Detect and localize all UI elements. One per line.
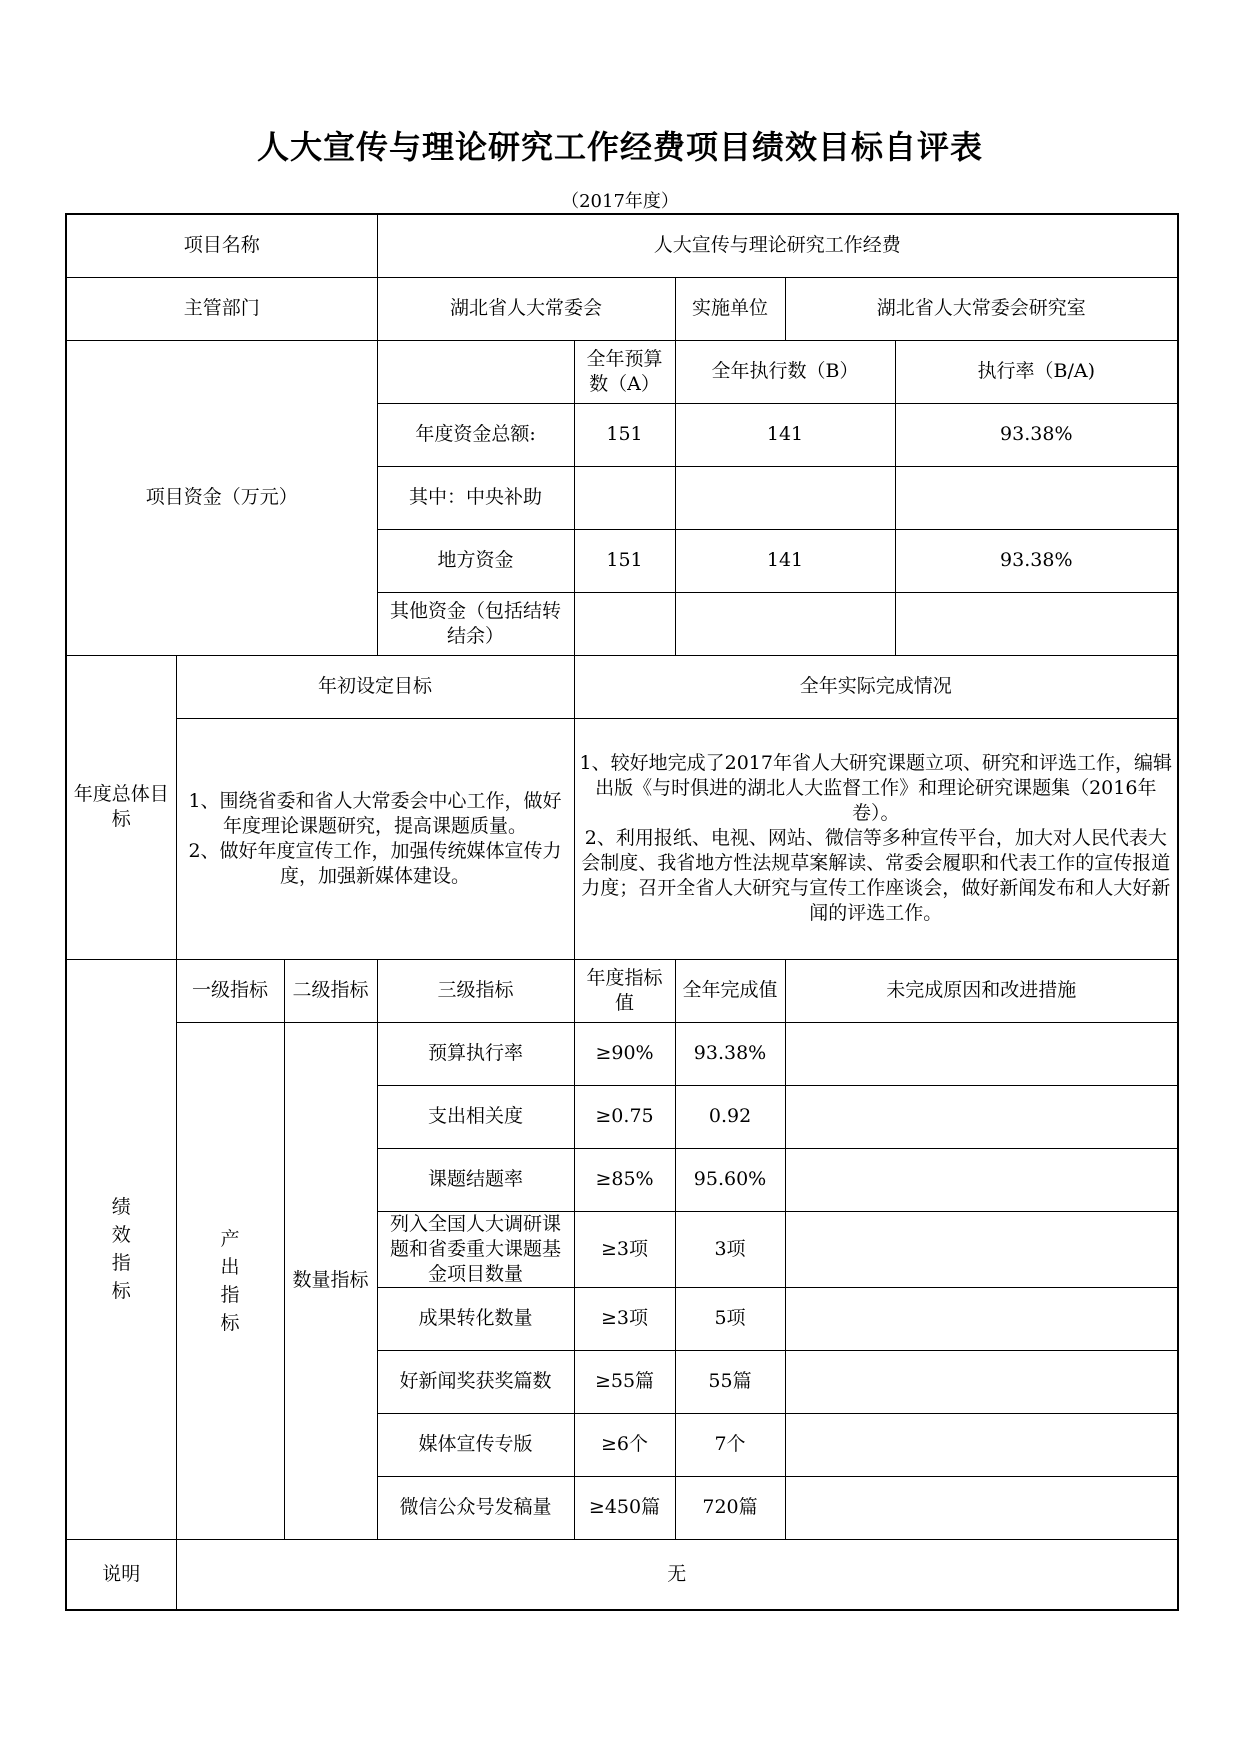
indicator-target: ≥6个 xyxy=(574,1413,675,1476)
indicator-target: ≥55篇 xyxy=(574,1350,675,1413)
indicators-label: 绩效指标 xyxy=(66,959,176,1539)
goals-label: 年度总体目标 xyxy=(66,655,176,959)
indicator-actual: 720篇 xyxy=(675,1476,785,1539)
funds-row-rate: 93.38% xyxy=(895,529,1178,592)
indicator-l2-value: 数量指标 xyxy=(284,1022,377,1539)
indicator-reason xyxy=(785,1148,1178,1211)
department-row xyxy=(66,277,1178,340)
indicator-actual: 7个 xyxy=(675,1413,785,1476)
col-actual: 全年完成值 xyxy=(675,959,785,1022)
col-budget: 全年预算数（A） xyxy=(574,340,675,403)
goals-actual-header: 全年实际完成情况 xyxy=(574,655,1178,718)
indicator-actual: 5项 xyxy=(675,1287,785,1350)
indicators-header-row xyxy=(66,959,1178,1022)
indicator-actual: 55篇 xyxy=(675,1350,785,1413)
indicator-name: 媒体宣传专版 xyxy=(377,1413,574,1476)
funds-row-label: 其他资金（包括结转结余） xyxy=(377,592,574,655)
indicator-name: 预算执行率 xyxy=(377,1022,574,1085)
indicator-reason xyxy=(785,1413,1178,1476)
indicator-name: 微信公众号发稿量 xyxy=(377,1476,574,1539)
col-rate: 执行率（B/A) xyxy=(895,340,1178,403)
indicator-actual: 0.92 xyxy=(675,1085,785,1148)
project-name-value: 人大宣传与理论研究工作经费 xyxy=(377,214,1178,277)
col-l2: 二级指标 xyxy=(284,959,377,1022)
indicator-reason xyxy=(785,1022,1178,1085)
funds-row-exec: 141 xyxy=(675,529,895,592)
indicator-reason xyxy=(785,1211,1178,1287)
funds-blank-header xyxy=(377,340,574,403)
funds-label: 项目资金（万元） xyxy=(66,340,377,655)
indicator-actual: 93.38% xyxy=(675,1022,785,1085)
funds-row-label: 其中：中央补助 xyxy=(377,466,574,529)
indicator-reason xyxy=(785,1350,1178,1413)
funds-row-budget xyxy=(574,592,675,655)
indicator-actual: 95.60% xyxy=(675,1148,785,1211)
goals-set-content xyxy=(176,718,574,959)
indicator-row xyxy=(66,1022,1178,1085)
project-name-row xyxy=(66,214,1178,277)
goals-actual-line: 1、较好地完成了2017年省人大研究课题立项、研究和评选工作，编辑出版《与时俱进的湖北人大监督工作》和理论研究课题集（2016年卷）。 xyxy=(579,752,1172,824)
goals-set-header: 年初设定目标 xyxy=(176,655,574,718)
funds-header-row xyxy=(66,340,1178,403)
dept-value: 湖北省人大常委会 xyxy=(377,277,675,340)
funds-row-label: 地方资金 xyxy=(377,529,574,592)
funds-row-rate xyxy=(895,466,1178,529)
funds-row-budget xyxy=(574,466,675,529)
indicator-name: 成果转化数量 xyxy=(377,1287,574,1350)
indicator-name: 列入全国人大调研课题和省委重大课题基金项目数量 xyxy=(377,1211,574,1287)
funds-row-exec xyxy=(675,592,895,655)
funds-row-budget: 151 xyxy=(574,529,675,592)
note-row xyxy=(66,1539,1178,1610)
indicator-reason xyxy=(785,1085,1178,1148)
indicator-target: ≥0.75 xyxy=(574,1085,675,1148)
indicator-name: 支出相关度 xyxy=(377,1085,574,1148)
funds-row-exec xyxy=(675,466,895,529)
evaluation-table xyxy=(65,213,1179,1611)
col-reason: 未完成原因和改进措施 xyxy=(785,959,1178,1022)
indicator-target: ≥90% xyxy=(574,1022,675,1085)
dept-label: 主管部门 xyxy=(66,277,377,340)
indicator-l1-value: 产出指标 xyxy=(176,1022,284,1539)
indicator-reason xyxy=(785,1476,1178,1539)
fiscal-year: （2017年度） xyxy=(561,191,679,212)
goals-header-row xyxy=(66,655,1178,718)
funds-row-rate xyxy=(895,592,1178,655)
indicator-target: ≥85% xyxy=(574,1148,675,1211)
indicator-reason xyxy=(785,1287,1178,1350)
goals-actual-line: 2、利用报纸、电视、网站、微信等多种宣传平台，加大对人民代表大会制度、我省地方性法规草案解读、常委会履职和代表工作的宣传报道力度；召开全省人大研究与宣传工作座谈会，做好新闻发布和人大好新闻的评选工作。 xyxy=(581,827,1171,924)
note-value: 无 xyxy=(176,1539,1178,1610)
funds-row-rate: 93.38% xyxy=(895,403,1178,466)
col-l3: 三级指标 xyxy=(377,959,574,1022)
goals-actual-content xyxy=(574,718,1178,959)
goals-set-line: 2、做好年度宣传工作，加强传统媒体宣传力度，加强新媒体建设。 xyxy=(188,839,562,887)
indicator-actual: 3项 xyxy=(675,1211,785,1287)
indicator-target: ≥450篇 xyxy=(574,1476,675,1539)
funds-row-budget: 151 xyxy=(574,403,675,466)
goals-set-line: 1、围绕省委和省人大常委会中心工作，做好年度理论课题研究，提高课题质量。 xyxy=(188,789,562,837)
document-title: 人大宣传与理论研究工作经费项目绩效目标自评表 xyxy=(256,128,983,166)
funds-row-label: 年度资金总额: xyxy=(377,403,574,466)
indicator-name: 课题结题率 xyxy=(377,1148,574,1211)
indicator-name: 好新闻奖获奖篇数 xyxy=(377,1350,574,1413)
impl-value: 湖北省人大常委会研究室 xyxy=(785,277,1178,340)
indicator-target: ≥3项 xyxy=(574,1287,675,1350)
goals-content-row xyxy=(66,718,1178,959)
project-name-label: 项目名称 xyxy=(66,214,377,277)
funds-row-exec: 141 xyxy=(675,403,895,466)
indicator-target: ≥3项 xyxy=(574,1211,675,1287)
note-label: 说明 xyxy=(66,1539,176,1610)
col-l1: 一级指标 xyxy=(176,959,284,1022)
col-exec: 全年执行数（B） xyxy=(675,340,895,403)
col-target: 年度指标值 xyxy=(574,959,675,1022)
impl-label: 实施单位 xyxy=(675,277,785,340)
